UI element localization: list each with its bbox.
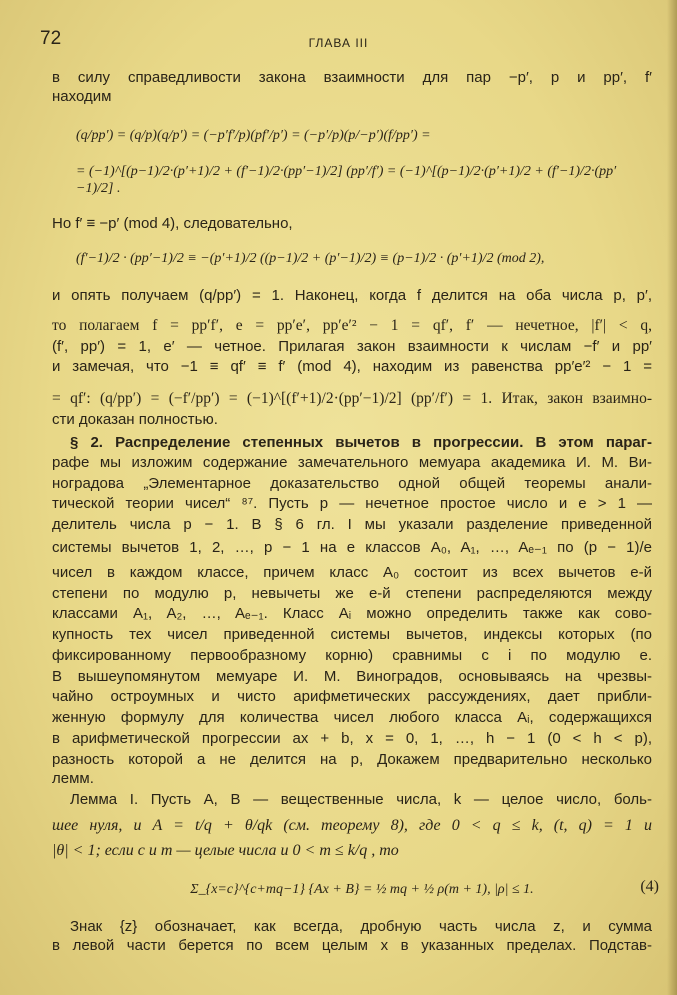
formula-line: (f′−1)/2 · (pp′−1)/2 ≡ −(p′+1)/2 ((p−1)/2 + (p′−1)/2) ≡ (p−1)/2 · (p′+1)/2 (mod 2),	[76, 251, 545, 266]
text-line: лемм.	[52, 770, 94, 787]
text-line: в арифметической прогрессии ax + b, x = 0, 1, …, h − 1 (0 < h < p),	[52, 730, 652, 747]
page-edge-shadow	[667, 0, 677, 995]
text-line: чисел в каждом классе, причем класс A₀ состоит из всех вычетов e-й	[52, 564, 652, 581]
formula-line: (q/pp′) = (q/p)(q/p′) = (−p′f′/p)(pf′/p′) = (−p′/p)(p/−p′)(f/pp′) =	[76, 128, 431, 143]
text-line: сти доказан полностью.	[52, 411, 218, 428]
text-line: женную формулу для количества чисел любого класса Aᵢ, содержащихся	[52, 709, 652, 726]
text-line: (f′, pp′) = 1, e′ — четное. Прилагая закон взаимности к числам −f′ и pp′	[52, 338, 652, 355]
running-head: ГЛАВА III	[308, 36, 369, 50]
text-line: рафе мы изложим содержание замечательного мемуара академика И. М. Ви-	[52, 454, 652, 471]
text-line: системы вычетов 1, 2, …, p − 1 на e классов A₀, A₁, …, Aₑ₋₁ по (p − 1)/e	[52, 539, 652, 556]
text-line: делитель числа p − 1. В § 6 гл. I мы указали разделение приведенной	[52, 516, 652, 533]
text-line: в левой части берется по всем целым x в указанных пределах. Подстав-	[52, 937, 652, 954]
text-line: фиксированному первообразному корню) сравнимы с i по модулю e.	[52, 647, 652, 664]
text-line: то полагаем f = pp′f′, e = pp′e′, pp′e′² − 1 = qf′, f′ — нечетное, |f′| < q,	[52, 317, 652, 334]
text-line: шее нуля, и A = t/q + θ/qk (см. теорему 8), где 0 < q ≤ k, (t, q) = 1 и	[52, 817, 652, 834]
text-line: Лемма I. Пусть A, B — вещественные числа, k — целое число, боль-	[70, 791, 652, 808]
text-line: В вышеупомянутом мемуаре И. М. Виноградов, основываясь на чрезвы-	[52, 668, 652, 685]
text-line: = qf′: (q/pp′) = (−f′/pp′) = (−1)^[(f′+1)/2·(pp′−1)/2] (pp′/f′) = 1. Итак, закон взаимно-	[52, 390, 652, 407]
text-line: степени по модулю p, невычеты же e-й степени распределяются между	[52, 585, 652, 602]
formula-line: = (−1)^[(p−1)/2·(p′+1)/2 + (f′−1)/2·(pp′−1)/2] (pp′/f′) = (−1)^[(p−1)/2·(p′+1)/2 + (f′−1)/2·(pp′−1)/2] .	[76, 164, 617, 196]
text-line: тической теории чисел“ ⁸⁷. Пусть p — нечетное простое число и e > 1 —	[52, 495, 652, 512]
text-line: купность тех чисел приведенной системы вычетов, индексы которых (по	[52, 626, 652, 643]
text-line: и опять получаем (q/pp′) = 1. Наконец, когда f делится на оба числа p, p′,	[52, 287, 652, 304]
text-line: и замечая, что −1 ≡ qf′ ≡ f′ (mod 4), находим из равенства pp′e′² − 1 =	[52, 358, 652, 375]
equation-number: (4)	[640, 878, 659, 895]
formula-line: Σ_{x=c}^{c+mq−1} {Ax + B} = ½ mq + ½ ρ(m + 1), |ρ| ≤ 1.	[190, 882, 534, 897]
text-line: Но f′ ≡ −p′ (mod 4), следовательно,	[52, 215, 293, 232]
text-line: Знак {z} обозначает, как всегда, дробную часть числа z, и сумма	[70, 918, 652, 935]
text-line: классами A₁, A₂, …, Aₑ₋₁. Класс Aᵢ можно определить также как сово-	[52, 605, 652, 622]
text-line: ноградова „Элементарное доказательство одной общей теоремы анали-	[52, 475, 652, 492]
text-line: разность которой a не делится на p, Докажем предварительно несколько	[52, 751, 652, 768]
text-line: чайно остроумных и чисто арифметических рассуждениях, дает прибли-	[52, 688, 652, 705]
text-line: |θ| < 1; если c и m — целые числа и 0 < m ≤ k/q , то	[52, 842, 399, 859]
text-line: в силу справедливости закона взаимности для пар −p′, p и pp′, f′	[52, 69, 652, 86]
text-line: § 2. Распределение степенных вычетов в прогрессии. В этом параг-	[70, 434, 652, 451]
page-number: 72	[40, 28, 62, 49]
text-line: находим	[52, 88, 112, 105]
